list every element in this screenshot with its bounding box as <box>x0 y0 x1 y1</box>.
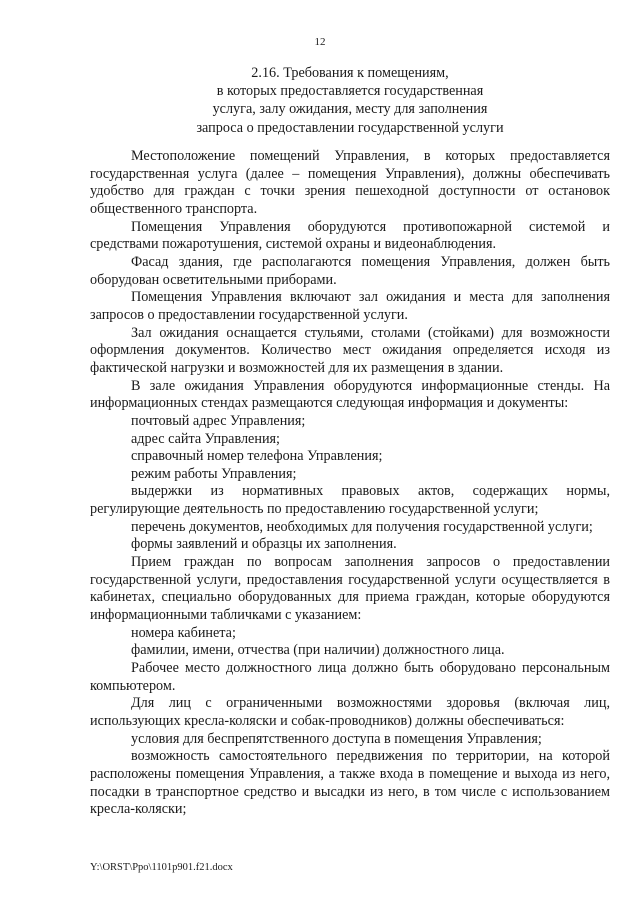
paragraph: Рабочее место должностного лица должно быть оборудовано персональным компьютером. <box>90 660 610 694</box>
list-item: условия для беспрепятственного доступа в помещения Управления; <box>131 730 542 747</box>
paragraph: Для лиц с ограниченными возможностями здоровья (включая лиц, использующих кресла-коляски и собак-проводников) должны обеспечиваться: <box>90 695 610 729</box>
list-item: выдержки из нормативных правовых актов, содержащих нормы, регулирующие деятельность по предоставлению государственной услуги; <box>90 483 610 518</box>
section-heading <box>90 64 610 137</box>
paragraph: Зал ожидания оснащается стульями, столами (стойками) для возможности оформления документов. Количество мест ожидания определяется исходя из фактической нагрузки и возможностей для их размещения в здании. <box>90 324 610 376</box>
list-item: перечень документов, необходимых для получения государственной услуги; <box>131 518 593 535</box>
list-item: номера кабинета; <box>131 624 236 641</box>
document-body <box>90 148 610 819</box>
heading-line: запроса о предоставлении государственной услуги <box>196 119 504 136</box>
list-item: справочный номер телефона Управления; <box>131 448 383 465</box>
paragraph: В зале ожидания Управления оборудуются информационные стенды. На информационных стендах размещаются следующая информация и документы: <box>90 377 610 412</box>
list-item: адрес сайта Управления; <box>131 430 281 447</box>
list-item: фамилии, имени, отчества (при наличии) должностного лица. <box>131 642 505 659</box>
list-item: формы заявлений и образцы их заполнения. <box>131 536 397 553</box>
list-item: возможность самостоятельного передвижения по территории, на которой расположены помещения Управления, а также входа в помещение и выхода из него, посадки в транспортное средство и высадки из него, в том числе с использованием кресла-коляски; <box>90 748 610 818</box>
paragraph: Фасад здания, где располагаются помещения Управления, должен быть оборудован осветительными приборами. <box>90 253 610 288</box>
list-item: режим работы Управления; <box>131 465 297 482</box>
paragraph: Местоположение помещений Управления, в которых предоставляется государственная услуга (далее – помещения Управления), должны обеспечивать удобство для граждан с точки зрения пешеходной доступности от остановок общественного транспорта. <box>90 148 610 217</box>
paragraph: Помещения Управления оборудуются противопожарной системой и средствами пожаротушения, системой охраны и видеонаблюдения. <box>90 218 610 253</box>
page-number: 12 <box>314 36 326 48</box>
paragraph: Помещения Управления включают зал ожидания и места для заполнения запросов о предоставлении государственной услуги. <box>90 289 610 323</box>
paragraph: Прием граждан по вопросам заполнения запросов о предоставлении государственной услуги, предоставления государственной услуги осуществляется в кабинетах, специально оборудованных для приема граждан, которые оборудуются информационными табличками с указанием: <box>90 554 610 624</box>
heading-line: в которых предоставляется государственная <box>216 83 484 100</box>
heading-line: 2.16. Требования к помещениям, <box>251 65 449 81</box>
heading-line: услуга, залу ожидания, месту для заполнения <box>212 101 488 118</box>
list-item: почтовый адрес Управления; <box>131 412 306 429</box>
file-path-footer: Y:\ORST\Ppo\1101p901.f21.docx <box>90 862 233 873</box>
